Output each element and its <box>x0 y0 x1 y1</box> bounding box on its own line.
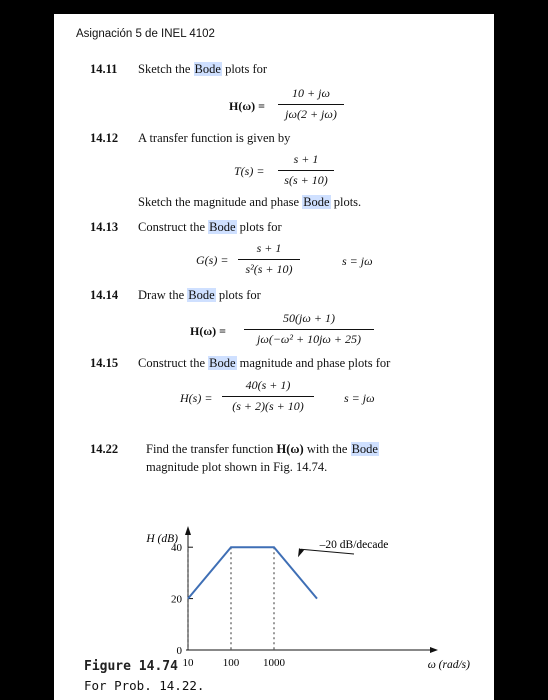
problem-number: 14.15 <box>90 356 119 370</box>
highlight-bode: Bode <box>209 356 236 370</box>
fraction-bar <box>244 329 374 330</box>
fraction-denominator: jω(2 + jω) <box>285 107 337 121</box>
problem-number: 14.14 <box>90 288 119 302</box>
fraction-bar <box>278 104 344 105</box>
figure-caption: Figure 14.74 <box>84 659 178 674</box>
equation-lhs: T(s) = <box>234 164 265 178</box>
substitution: s = jω <box>342 254 373 268</box>
fraction-numerator: 40(s + 1) <box>245 378 291 392</box>
y-tick-label: 0 <box>176 645 182 657</box>
highlight-bode: Bode <box>188 288 215 302</box>
slope-annotation: –20 dB/decade <box>319 539 389 551</box>
x-tick-label: 100 <box>222 657 240 669</box>
fraction-denominator: (s + 2)(s + 10) <box>232 399 304 413</box>
problem-number: 14.12 <box>90 131 119 145</box>
problem-text: Construct the Bode magnitude and phase plots for <box>138 356 391 370</box>
fraction-numerator: 50(jω + 1) <box>283 311 335 325</box>
problem-text: Draw the Bode plots for <box>138 288 261 302</box>
problem-number: 14.22 <box>90 442 119 456</box>
fraction-numerator: s + 1 <box>256 241 282 255</box>
fraction-denominator: s²(s + 10) <box>245 262 293 276</box>
problem-text: Sketch the Bode plots for <box>138 62 268 76</box>
equation-lhs: H(ω) = <box>190 324 226 338</box>
x-tick-label: 1000 <box>263 657 285 669</box>
fraction-denominator: jω(−ω² + 10jω + 25) <box>257 332 361 346</box>
fraction-numerator: s + 1 <box>293 152 319 166</box>
bode-magnitude-plot <box>54 504 494 674</box>
y-tick-label: 40 <box>171 542 182 555</box>
fraction-bar <box>222 396 314 397</box>
problem-text: Construct the Bode plots for <box>138 220 282 234</box>
problem-text: A transfer function is given by <box>138 131 291 145</box>
highlight-bode: Bode <box>209 220 236 234</box>
equation-lhs: H(s) = <box>180 391 213 405</box>
y-tick-label: 20 <box>171 593 182 606</box>
fraction-numerator: 10 + jω <box>292 86 330 100</box>
assignment-title: Asignación 5 de INEL 4102 <box>76 28 215 40</box>
highlight-bode: Bode <box>303 195 330 209</box>
problem-text: magnitude plot shown in Fig. 14.74. <box>146 460 328 474</box>
y-axis-arrow <box>185 526 191 535</box>
figure-subcaption: For Prob. 14.22. <box>84 678 205 693</box>
problem-number: 14.11 <box>90 62 118 76</box>
fraction-denominator: s(s + 10) <box>284 173 328 187</box>
magnitude-line <box>188 547 317 598</box>
fraction-bar <box>278 170 334 171</box>
problem-number: 14.13 <box>90 220 119 234</box>
problem-text: Sketch the magnitude and phase Bode plots. <box>138 195 362 209</box>
equation-lhs: H(ω) = <box>229 99 265 113</box>
y-axis-label: H (dB) <box>146 533 178 545</box>
problem-text: Find the transfer function H(ω) with the Bode <box>146 442 378 456</box>
highlight-bode: Bode <box>351 442 378 456</box>
x-axis-label: ω (rad/s) <box>427 659 470 671</box>
highlight-bode: Bode <box>194 62 221 76</box>
equation-lhs: G(s) = <box>196 253 229 267</box>
x-axis-arrow <box>430 647 438 653</box>
substitution: s = jω <box>344 391 375 405</box>
document-page <box>54 14 494 700</box>
fraction-bar <box>238 259 300 260</box>
x-tick-label: 10 <box>182 657 194 669</box>
